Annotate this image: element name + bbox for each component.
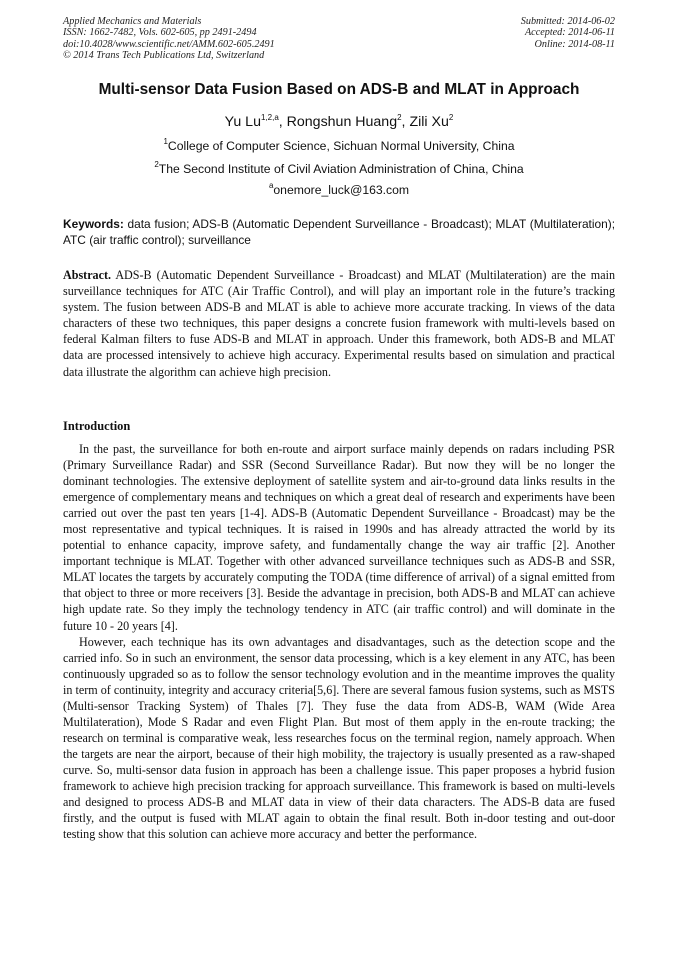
author-name: Yu Lu [224, 114, 261, 130]
author-affiliation-marker: 1,2,a [260, 113, 279, 122]
abstract-label: Abstract. [63, 268, 112, 282]
abstract [63, 267, 615, 380]
journal-info [63, 16, 275, 62]
paragraph: However, each technique has its own advantages and disadvantages, such as the detection scope and the carried info. So in such an environment, the sensor data processing, which is a key element in any ATC, has been continuously upgraded so as to follow the sensor technology evolution and in the meantime improves the quality in term of continuity, integrity and accuracy criteria[5,6]. There are several famous fusion systems, such as MSTS (Multi-sensor Tracking System) of Thales [7]. They fuse the data from ADS-B, WAM (Wide Area Multilateration), Mode S Radar and even Flight Plan. But most of them apply in the en-route tracking; the research on terminal is comparative weak, less researches focus on the terminal region, namely approach. When the targets are near the airport, because of their high mobility, the trajectory is usually presented as a raw-shaped curve. So, multi-sensor data fusion in approach has been a challenge issue. This paper proposes a hybrid fusion framework to achieve high precision tracking for approach surveillance. This framework is based on multi-levels and designed to process ADS-B and MLAT data in view of their data characters. The ADS-B data are fused firstly, and the output is fused with MLAT again to obtain the final result. Both in-door testing and out-door testing show that this solution can achieve more accuracy and better the performance. [63, 634, 615, 842]
author-email [40, 182, 638, 198]
author-list [40, 112, 638, 132]
affiliation-marker: 2 [154, 160, 159, 169]
author-separator: , [278, 114, 287, 130]
paragraph: In the past, the surveillance for both en-route and airport surface mainly depends on radars including PSR (Primary Surveillance Radar) and SSR (Second Surveillance Radar). But now they will be no longer the dominant technologies. The extensive deployment of satellite system and air-to-ground data links results in the emergence of complementary means and techniques on which a great deal of research and experiments have been carried out over the past ten years [1-4]. ADS-B (Automatic Dependent Surveillance - Broadcast) may be the most representative and typical techniques. It is raised in 1990s and has already attracted the world by its potential to enhance capacity, improve safety, and fundamentally change the way air traffic [2]. Another important technique is MLAT. Together with other advanced surveillance techniques such as ADS-B and SSR, MLAT locates the targets by accurately computing the TODA (time difference of arrival) of a signal emitted from that object to three or more receivers [3]. Beside the advantage in precision, both ADS-B and MLAT can achieve high update rate. So they imply the technology tendency in ATC (air traffic control) and will dominate in the future 10 - 20 years [4]. [63, 442, 615, 633]
email-address: onemore_luck@163.com [273, 183, 410, 197]
abstract-text: ADS-B (Automatic Dependent Surveillance - Broadcast) and MLAT (Multilateration) are the main surveillance techniques for ATC (Air Traffic Control), and will play an important role in the future’s tracking system. The fusion between ADS-B and MLAT is able to achieve more accurate tracking. In views of the data characters of these two techniques, this paper designs a concrete fusion framework with multi-levels based on federal Kalman filters to fuse ADS-B and MLAT in approach. Under this framework, both ADS-B and MLAT data are processed intensively to achieve high accuracy. Experimental results based on simulation and practical data illustrate the algorithm can achieve high precision. [63, 268, 615, 379]
journal-doi: doi:10.4028/www.scientific.net/AMM.602-605.2491 [63, 38, 275, 50]
affiliation-text: College of Computer Science, Sichuan Normal University, China [167, 139, 515, 153]
affiliation-1 [40, 138, 638, 154]
author-affiliation-marker: 2 [397, 113, 402, 122]
affiliation-text: The Second Institute of Civil Aviation Administration of China, China [158, 162, 524, 176]
date-accepted: Accepted: 2014-06-11 [524, 27, 615, 39]
introduction-body [63, 441, 615, 842]
date-online: Online: 2014-08-11 [534, 38, 615, 50]
keywords-text: data fusion; ADS-B (Automatic Dependent Surveillance - Broadcast); MLAT (Multilateration); ATC (air traffic control); surveillance [63, 217, 615, 247]
journal-issn: ISSN: 1662-7482, Vols. 602-605, pp 2491-2494 [63, 27, 257, 39]
author-name: Zili Xu [409, 114, 449, 130]
affiliation-2 [40, 161, 638, 177]
journal-name: Applied Mechanics and Materials [63, 16, 202, 27]
author-name: Rongshun Huang [286, 114, 398, 130]
affiliation-marker: 1 [163, 137, 168, 146]
section-heading-introduction: Introduction [63, 419, 131, 433]
author-separator: , [401, 114, 410, 130]
email-marker: a [268, 181, 274, 190]
paper-title: Multi-sensor Data Fusion Based on ADS-B and MLAT in Approach [98, 81, 580, 98]
publication-dates [521, 16, 615, 50]
author-affiliation-marker: 2 [448, 113, 454, 122]
date-submitted: Submitted: 2014-06-02 [520, 16, 615, 27]
journal-copyright: © 2014 Trans Tech Publications Ltd, Switzerland [63, 50, 265, 62]
keywords-label: Keywords: [63, 217, 124, 231]
keywords [63, 216, 615, 248]
